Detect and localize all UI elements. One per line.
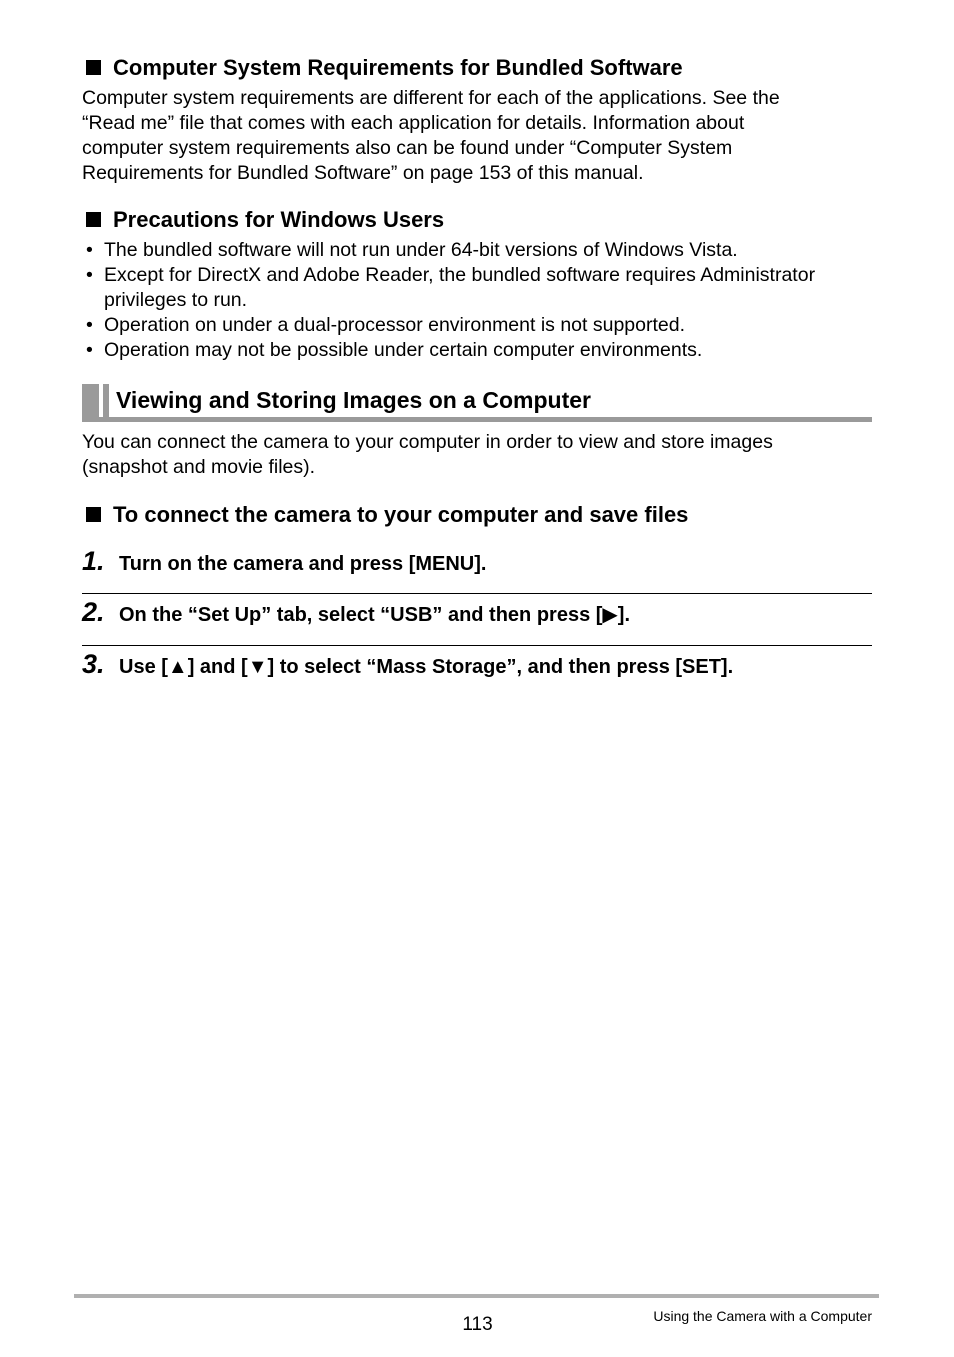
step-text: Turn on the camera and press [MENU]. [119, 553, 487, 575]
bullet-dot-icon: • [86, 339, 93, 361]
bullet-dot-icon: • [86, 239, 93, 261]
step-1 [82, 546, 872, 586]
step-2 [82, 597, 872, 637]
requirements-paragraph [82, 86, 872, 186]
connect-heading-text: To connect the camera to your computer and save files [113, 502, 689, 527]
precautions-heading-text: Precautions for Windows Users [113, 207, 445, 232]
bullet-dot-icon: • [86, 264, 93, 286]
section-title-bar [82, 384, 872, 422]
square-bullet-icon [86, 212, 101, 227]
square-bullet-icon [86, 507, 101, 522]
list-item [82, 338, 872, 363]
step-divider [82, 645, 872, 646]
list-item-text: Except for DirectX and Adobe Reader, the bundled software requires Administrator privileges to run. [104, 264, 816, 311]
section-title: Viewing and Storing Images on a Computer [116, 387, 591, 413]
list-item [82, 313, 872, 338]
requirements-heading [82, 55, 683, 81]
list-item-text: Operation may not be possible under certain computer environments. [104, 339, 703, 361]
section-bar-underline [82, 417, 872, 422]
page-number: 113 [462, 1314, 493, 1335]
list-item-text: The bundled software will not run under 64-bit versions of Windows Vista. [104, 239, 738, 261]
viewing-line: (snapshot and movie files). [82, 456, 316, 478]
list-item [82, 238, 872, 263]
precautions-heading [82, 207, 444, 233]
precautions-list [82, 238, 872, 363]
connect-heading [82, 502, 688, 528]
footer-chapter-label: Using the Camera with a Computer [653, 1308, 872, 1324]
step-divider [82, 593, 872, 594]
step-text: Use [▲] and [▼] to select “Mass Storage”, and then press [SET]. [119, 656, 734, 678]
list-item [82, 263, 872, 313]
step-text: On the “Set Up” tab, select “USB” and then press [▶]. [119, 604, 631, 626]
requirements-line: “Read me” file that comes with each application for details. Information about [82, 112, 745, 134]
list-item-text: Operation on under a dual-processor environment is not supported. [104, 314, 686, 336]
bullet-dot-icon: • [86, 314, 93, 336]
requirements-line: Requirements for Bundled Software” on page 153 of this manual. [82, 162, 644, 184]
step-number: 3. [82, 649, 105, 679]
viewing-paragraph [82, 430, 872, 480]
requirements-line: computer system requirements also can be found under “Computer System [82, 137, 733, 159]
square-bullet-icon [86, 60, 101, 75]
footer-divider [74, 1294, 879, 1298]
requirements-line: Computer system requirements are different for each of the applications. See the [82, 87, 780, 109]
viewing-line: You can connect the camera to your computer in order to view and store images [82, 431, 773, 453]
step-number: 1. [82, 546, 105, 576]
step-3 [82, 649, 872, 689]
requirements-heading-text: Computer System Requirements for Bundled Software [113, 55, 683, 80]
step-number: 2. [82, 597, 105, 627]
